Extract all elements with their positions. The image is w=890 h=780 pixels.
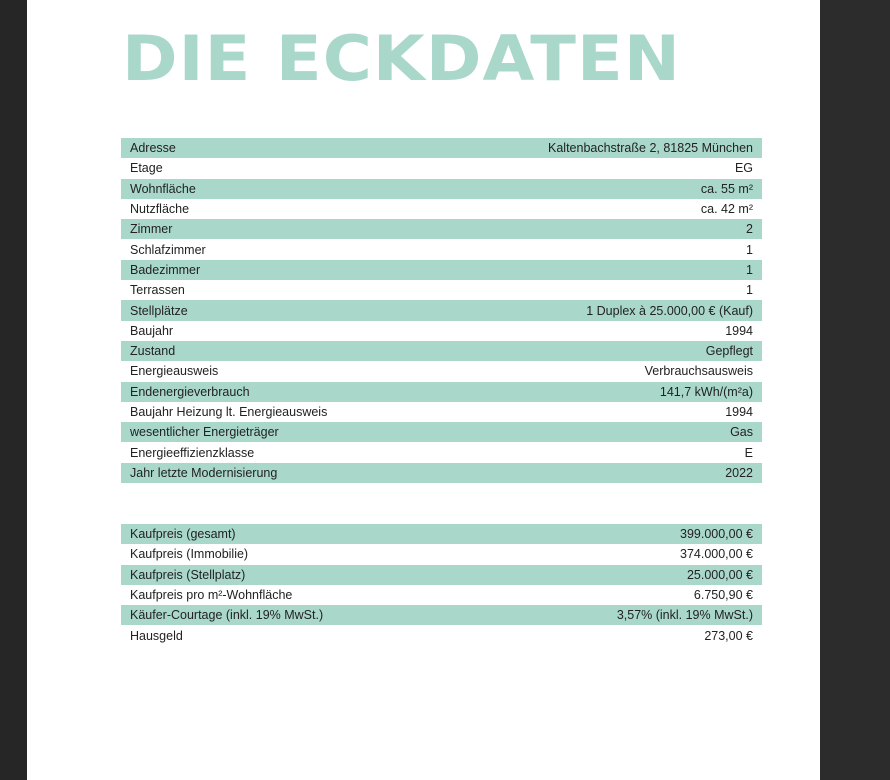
- page-title: DIE ECKDATEN: [122, 22, 681, 95]
- prices-table: [121, 524, 762, 646]
- row-value: Gas: [730, 425, 753, 440]
- table-row: [121, 300, 762, 320]
- row-value: 1: [746, 262, 753, 277]
- row-value: ca. 42 m²: [700, 202, 753, 217]
- table-row: [121, 280, 762, 300]
- row-value: Verbrauchsausweis: [644, 364, 753, 379]
- row-label: Hausgeld: [130, 628, 183, 643]
- table-row: [121, 524, 762, 544]
- row-label: Nutzfläche: [130, 202, 190, 217]
- row-label: Zustand: [130, 344, 176, 359]
- document-page: [27, 0, 820, 780]
- row-label: Badezimmer: [130, 262, 201, 277]
- row-label: Stellplätze: [130, 303, 188, 318]
- viewer-background-right: [820, 0, 890, 780]
- table-row: [121, 260, 762, 280]
- row-value: 1: [746, 283, 753, 298]
- row-value: 141,7 kWh/(m²a): [659, 384, 753, 399]
- table-row: [121, 361, 762, 381]
- table-row: [121, 463, 762, 483]
- row-value: E: [744, 445, 753, 460]
- table-row: [121, 382, 762, 402]
- row-label: Wohnfläche: [130, 181, 196, 196]
- details-table: [121, 138, 762, 483]
- row-label: Endenergieverbrauch: [130, 384, 250, 399]
- table-row: [121, 544, 762, 564]
- row-label: Jahr letzte Modernisierung: [130, 465, 278, 480]
- table-row: [121, 402, 762, 422]
- row-label: Kaufpreis pro m²-Wohnfläche: [130, 588, 293, 603]
- row-value: EG: [734, 161, 753, 176]
- row-label: Kaufpreis (gesamt): [130, 527, 236, 542]
- row-label: Baujahr Heizung lt. Energieausweis: [130, 405, 328, 419]
- table-row: [121, 199, 762, 219]
- row-value: 25.000,00 €: [686, 567, 753, 582]
- row-value: 399.000,00 €: [680, 527, 753, 542]
- table-row: [121, 585, 762, 605]
- row-label: Baujahr: [130, 323, 174, 338]
- table-row: [121, 239, 762, 259]
- row-value: 6.750,90 €: [693, 588, 753, 603]
- row-value: Kaltenbachstraße 2, 81825 München: [548, 141, 753, 156]
- row-label: Kaufpreis (Immobilie): [130, 547, 249, 562]
- row-label: Energieausweis: [130, 364, 219, 379]
- row-value: 1994: [725, 405, 753, 419]
- table-row: [121, 179, 762, 199]
- table-row: [121, 625, 762, 645]
- row-label: Zimmer: [130, 222, 173, 237]
- row-label: Käufer-Courtage (inkl. 19% MwSt.): [130, 608, 324, 623]
- table-row: [121, 565, 762, 585]
- table-row: [121, 138, 762, 158]
- row-label: Adresse: [130, 141, 176, 156]
- table-row: [121, 422, 762, 442]
- viewer-background-left: [0, 0, 27, 780]
- row-value: ca. 55 m²: [700, 181, 753, 196]
- table-row: [121, 442, 762, 462]
- row-value: Gepflegt: [705, 344, 753, 359]
- row-label: Schlafzimmer: [130, 242, 206, 257]
- table-row: [121, 158, 762, 178]
- row-value: 3,57% (inkl. 19% MwSt.): [616, 608, 753, 623]
- table-row: [121, 219, 762, 239]
- table-row: [121, 321, 762, 341]
- row-value: 1994: [725, 323, 753, 338]
- row-label: wesentlicher Energieträger: [130, 425, 279, 440]
- table-row: [121, 605, 762, 625]
- row-label: Kaufpreis (Stellplatz): [130, 567, 246, 582]
- row-value: 2: [746, 222, 753, 237]
- row-value: 374.000,00 €: [680, 547, 753, 562]
- row-label: Terrassen: [130, 283, 185, 298]
- row-label: Etage: [130, 161, 163, 176]
- table-row: [121, 341, 762, 361]
- row-label: Energieeffizienzklasse: [130, 445, 255, 460]
- row-value: 273,00 €: [704, 628, 753, 643]
- row-value: 1: [746, 242, 753, 257]
- row-value: 2022: [725, 465, 753, 480]
- row-value: 1 Duplex à 25.000,00 € (Kauf): [586, 303, 753, 318]
